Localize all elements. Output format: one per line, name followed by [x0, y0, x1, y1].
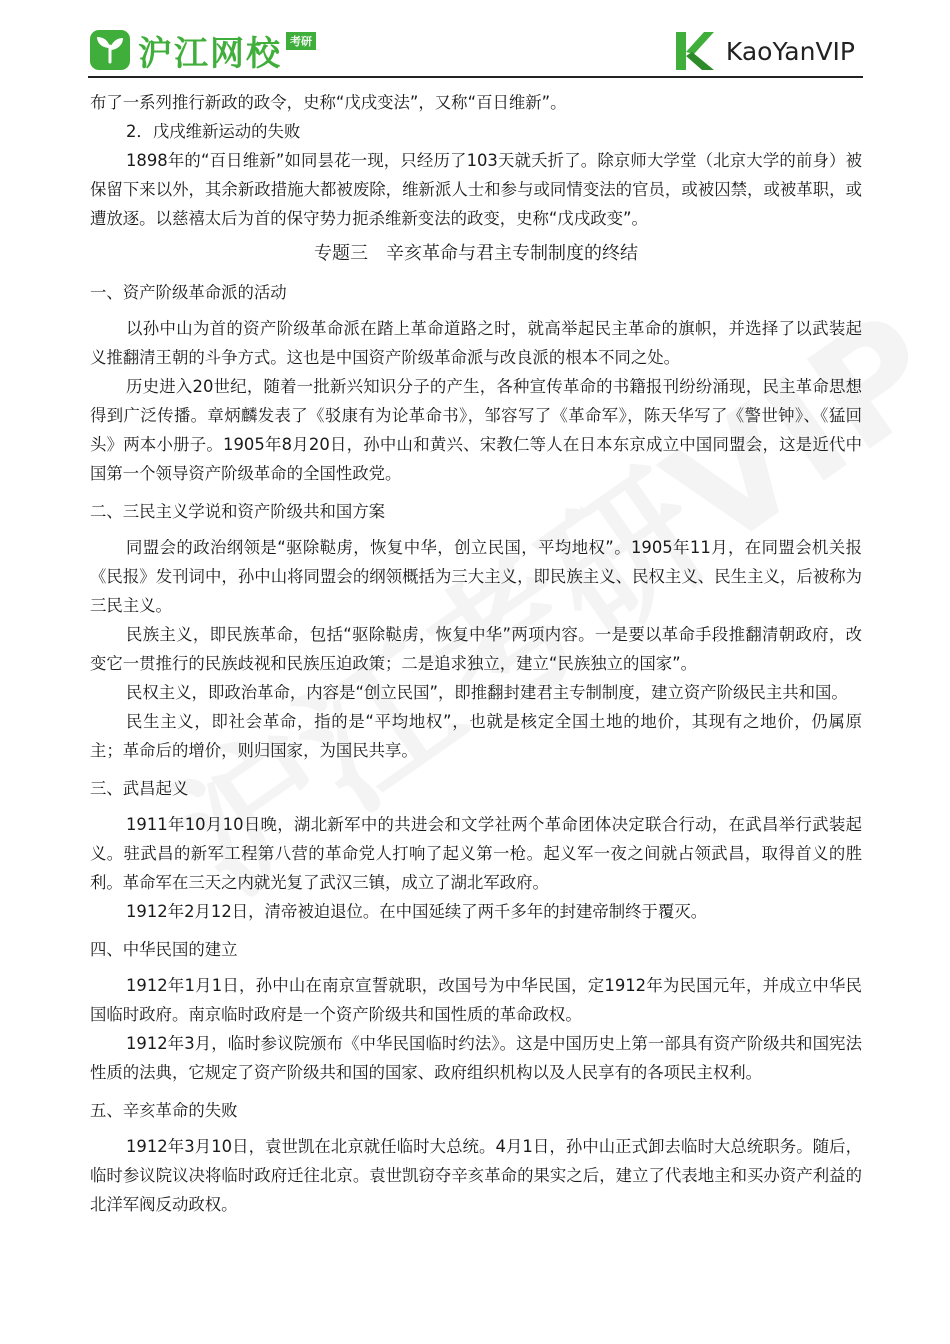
- paragraph: 1912年3月，临时参议院颁布《中华民国临时约法》。这是中国历史上第一部具有资产阶级共和国宪法性质的法典，它规定了资产阶级共和国的国家、政府组织机构以及人民享有的各项民主权利。: [90, 1034, 862, 1082]
- paragraph: 1912年2月12日，清帝被迫退位。在中国延续了两千多年的封建帝制终于覆灭。: [126, 902, 708, 921]
- section-heading: 二、三民主义学说和资产阶级共和国方案: [90, 502, 386, 521]
- subheading: 2．戊戌维新运动的失败: [126, 122, 301, 141]
- paragraph: 同盟会的政治纲领是“驱除鞑虏，恢复中华，创立民国，平均地权”。1905年11月，在同盟会机关报《民报》发刊词中，孙中山将同盟会的纲领概括为三大主义，即民族主义、民权主义、民生主义，后被称为三民主义。: [90, 538, 862, 615]
- paragraph: 以孙中山为首的资产阶级革命派在踏上革命道路之时，就高举起民主革命的旗帜，并选择了以武装起义推翻清王朝的斗争方式。这也是中国资产阶级革命派与改良派的根本不同之处。: [90, 319, 862, 367]
- section-heading: 一、资产阶级革命派的活动: [90, 283, 287, 302]
- paragraph: 1911年10月10日晚，湖北新军中的共进会和文学社两个革命团体决定联合行动，在武昌举行武装起义。驻武昌的新军工程第八营的革命党人打响了起义第一枪。起义军一夜之间就占领武昌，取得首义的胜利。革命军在三天之内就光复了武汉三镇，成立了湖北军政府。: [90, 815, 862, 892]
- section-heading: 三、武昌起义: [90, 779, 189, 798]
- header-divider: [88, 76, 863, 78]
- paragraph: 历史进入20世纪，随着一批新兴知识分子的产生，各种宣传革命的书籍报刊纷纷涌现，民主革命思想得到广泛传播。章炳麟发表了《驳康有为论革命书》，邹容写了《革命军》，陈天华写了《警世钟》、《猛回头》两本小册子。1905年8月20日，孙中山和黄兴、宋教仁等人在日本东京成立中国同盟会，这是近代中国第一个领导资产阶级革命的全国性政党。: [90, 377, 862, 483]
- k-logo-icon: [670, 28, 716, 74]
- hujiang-logo: [88, 26, 316, 74]
- kaoyanvip-text: KaoYanVIP: [725, 36, 855, 66]
- section-heading: 四、中华民国的建立: [90, 940, 238, 959]
- sprout-icon: [88, 28, 132, 72]
- section-heading: 五、辛亥革命的失败: [90, 1101, 238, 1120]
- paragraph: 民生主义，即社会革命，指的是“平均地权”，也就是核定全国土地的地价，其现有之地价，仍属原主；革命后的增价，则归国家，为国民共享。: [90, 712, 862, 760]
- paragraph: 1912年1月1日，孙中山在南京宣誓就职，改国号为中华民国，定1912年为民国元年，并成立中华民国临时政府。南京临时政府是一个资产阶级共和国性质的革命政权。: [90, 976, 862, 1024]
- paragraph: 民权主义，即政治革命，内容是“创立民国”，即推翻封建君主专制制度，建立资产阶级民主共和国。: [126, 683, 848, 702]
- brand-tag: 考研: [286, 32, 316, 50]
- brand-name: 沪江网校: [138, 33, 282, 74]
- page-header: [88, 24, 863, 76]
- paragraph: 1912年3月10日，袁世凯在北京就任临时大总统。4月1日，孙中山正式卸去临时大总统职务。随后，临时参议院议决将临时政府迁往北京。袁世凯窃夺辛亥革命的果实之后，建立了代表地主和买办资产利益的北洋军阀反动政权。: [90, 1137, 862, 1214]
- paragraph: 民族主义，即民族革命，包括“驱除鞑虏，恢复中华”两项内容。一是要以革命手段推翻清朝政府，改变它一贯推行的民族歧视和民族压迫政策；二是追求独立，建立“民族独立的国家”。: [90, 625, 862, 673]
- paragraph: 布了一系列推行新政的政令，史称“戊戌变法”，又称“百日维新”。: [90, 93, 567, 112]
- kaoyanvip-logo: [670, 28, 855, 74]
- section-title: 专题三 辛亥革命与君主专制制度的终结: [314, 243, 638, 264]
- document-body: [90, 88, 862, 1219]
- paragraph: 1898年的“百日维新”如同昙花一现，只经历了103天就夭折了。除京师大学堂（北京大学的前身）被保留下来以外，其余新政措施大都被废除，维新派人士和参与或同情变法的官员，或被囚禁，或被革职，或遭放逐。以慈禧太后为首的保守势力扼杀维新变法的政变，史称“戊戌政变”。: [90, 151, 862, 228]
